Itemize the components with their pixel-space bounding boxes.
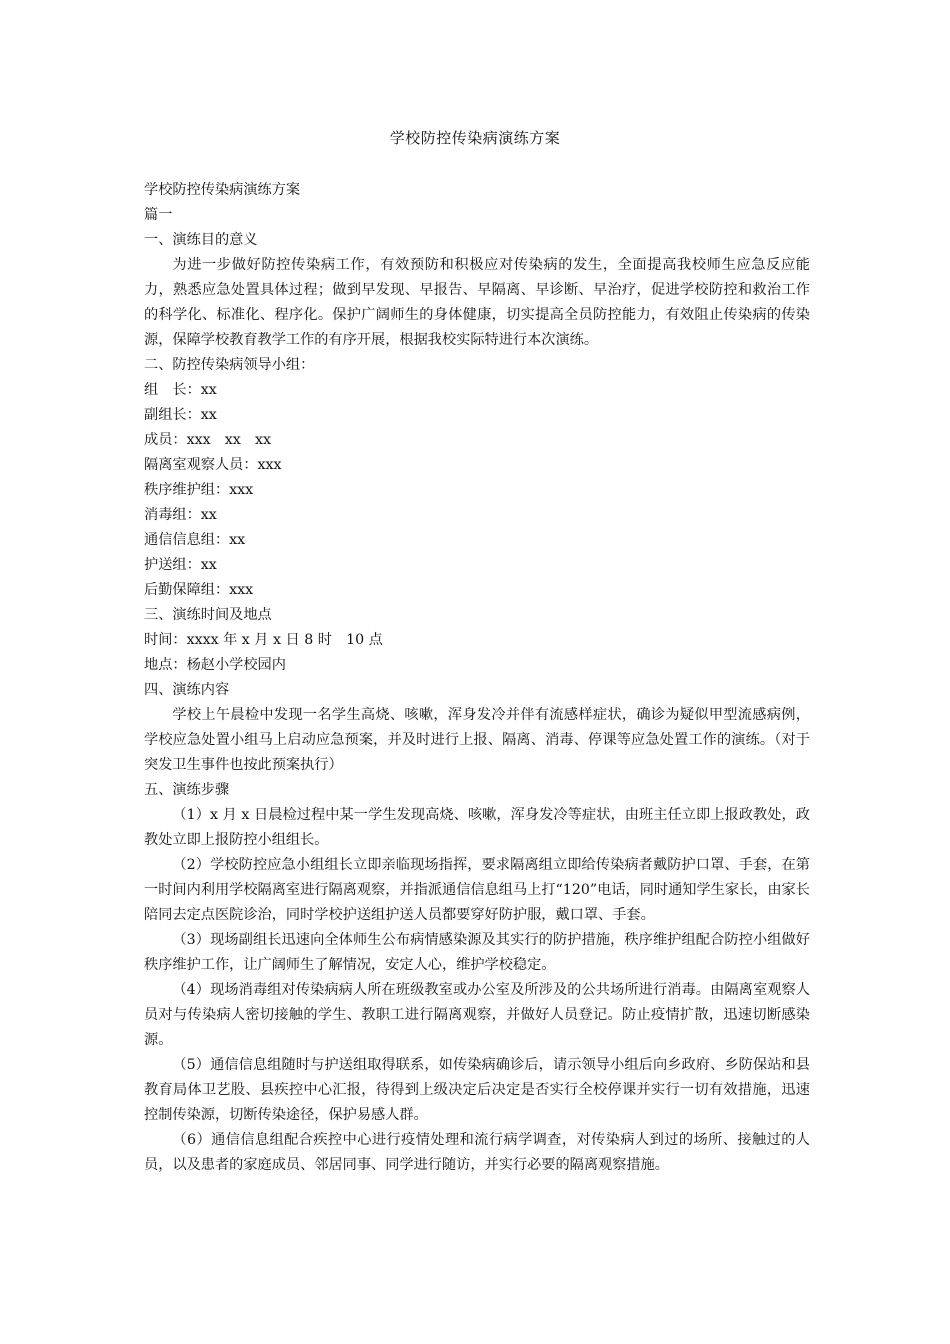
step-paragraph: （4）现场消毒组对传染病病人所在班级教室或办公室及所涉及的公共场所进行消毒。由隔离室观察人员对与传染病人密切接触的学生、教职工进行隔离观察，并做好人员登记。防止疫情扩散，迅速切断感染源。: [144, 982, 810, 1048]
section-label: 篇一: [144, 207, 173, 223]
time-line: 时间：xxxx 年 x 月 x 日 8 时 10 点: [144, 632, 383, 648]
step-paragraph: （3）现场副组长迅速向全体师生公布病情感染源及其实行的防护措施，秩序维护组配合防控小组做好秩序维护工作，让广阔师生了解情况，安定人心，维护学校稳定。: [144, 932, 810, 973]
document-title: 学校防控传染病演练方案: [389, 129, 561, 147]
location-line: 地点：杨赵小学校园内: [144, 657, 286, 673]
paragraph: 为进一步做好防控传染病工作，有效预防和积极应对传染病的发生，全面提高我校师生应急反应能力，熟悉应急处置具体过程；做到早发现、早报告、早隔离、早诊断、早治疗，促进学校防控和救治工作的科学化、标准化、程序化。保护广阔师生的身体健康，切实提高全员防控能力，有效阻止传染病的传染源，保障学校教育教学工作的有序开展，根据我校实际特进行本次演练。: [144, 257, 810, 348]
document-body: [144, 178, 810, 1178]
member-line: 护送组：xx: [144, 557, 217, 573]
section-heading: 五、演练步骤: [144, 782, 230, 798]
member-line: 组 长：xx: [144, 382, 217, 398]
member-line: 副组长：xx: [144, 407, 217, 423]
step-paragraph: （1）x 月 x 日晨检过程中某一学生发现高烧、咳嗽，浑身发冷等症状，由班主任立即上报政教处，政教处立即上报防控小组组长。: [144, 807, 810, 848]
step-paragraph: （5）通信信息组随时与护送组取得联系，如传染病确诊后，请示领导小组后向乡政府、乡防保站和县教育局体卫艺股、县疾控中心汇报，待得到上级决定后决定是否实行全校停课并实行一切有效措施，迅速控制传染源，切断传染途径，保护易感人群。: [144, 1057, 810, 1123]
paragraph: 学校防控传染病演练方案: [144, 182, 301, 198]
section-heading: 一、演练目的意义: [144, 232, 258, 248]
member-line: 后勤保障组：xxx: [144, 582, 254, 598]
paragraph: 学校上午晨检中发现一名学生高烧、咳嗽，浑身发冷并伴有流感样症状，确诊为疑似甲型流感病例，学校应急处置小组马上启动应急预案，并及时进行上报、隔离、消毒、停课等应急处置工作的演练。（对于突发卫生事件也按此预案执行）: [144, 707, 810, 773]
member-line: 隔离室观察人员：xxx: [144, 457, 282, 473]
step-paragraph: （2）学校防控应急小组组长立即亲临现场指挥，要求隔离组立即给传染病者戴防护口罩、手套，在第一时间内利用学校隔离室进行隔离观察，并指派通信信息组马上打“120”电话，同时通知学生家长，由家长陪同去定点医院诊治，同时学校护送组护送人员都要穿好防护服，戴口罩、手套。: [144, 857, 810, 923]
section-heading: 三、演练时间及地点: [144, 607, 272, 623]
section-heading: 四、演练内容: [144, 682, 230, 698]
member-line: 成员：xxx xx xx: [144, 432, 271, 448]
section-heading: 二、防控传染病领导小组：: [144, 357, 315, 373]
step-paragraph: （6）通信信息组配合疾控中心进行疫情处理和流行病学调查，对传染病人到过的场所、接触过的人员，以及患者的家庭成员、邻居同事、同学进行随访，并实行必要的隔离观察措施。: [144, 1132, 810, 1173]
member-line: 通信信息组：xx: [144, 532, 246, 548]
member-line: 消毒组：xx: [144, 507, 217, 523]
member-line: 秩序维护组：xxx: [144, 482, 254, 498]
